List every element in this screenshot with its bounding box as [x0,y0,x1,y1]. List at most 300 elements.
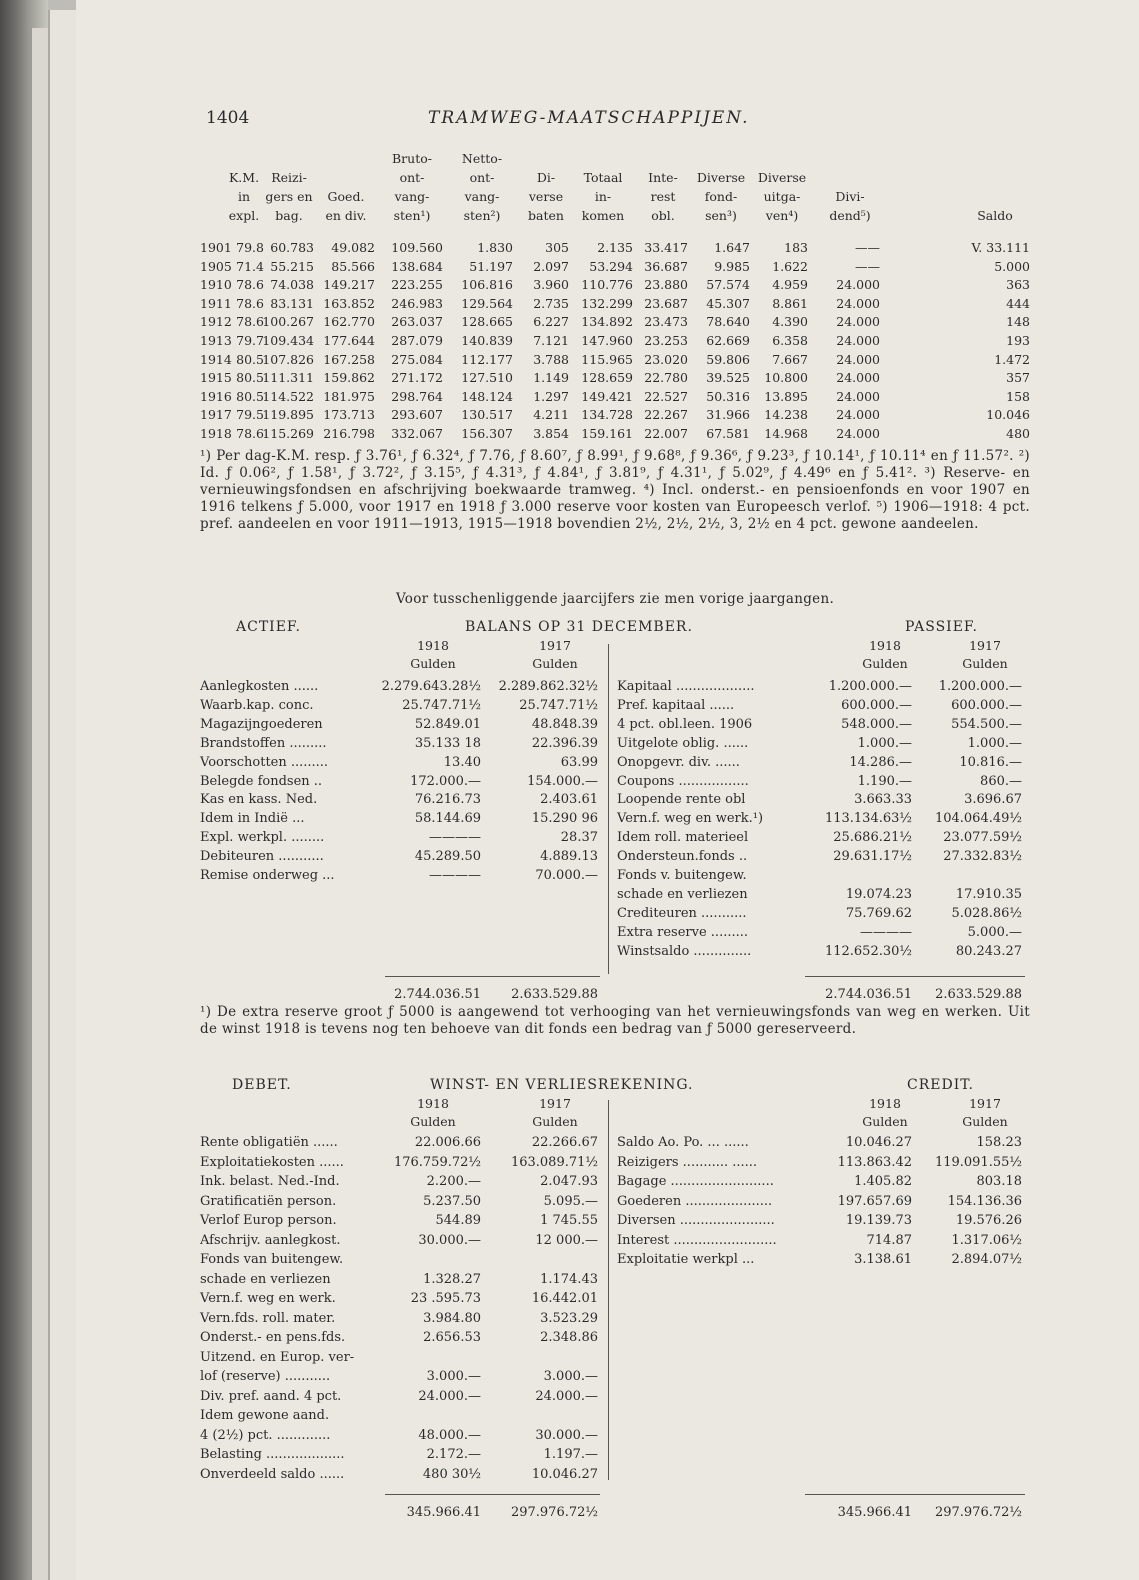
balance-left-value-a: 45.289.50 [414,849,481,865]
stats-value-cell: 23.020 [644,351,688,367]
pl-right-value-b: 158.23 [976,1135,1022,1150]
pl-right-label: Bagage ......................... [617,1174,774,1189]
pl-left-value-a: 22.006.66 [414,1135,481,1150]
balance-left-value-a: 25.747.71½ [402,697,481,713]
stats-value-cell: 159.862 [323,370,375,386]
stats-value-cell: 78.6 [236,295,264,311]
stats-value-cell: 148.124 [461,388,513,404]
pl-total-rule [385,1494,600,1495]
stats-header-cell: Netto- [461,151,503,166]
pl-right-value-a: 3.138.61 [854,1252,912,1267]
stats-value-cell: 80.5 [236,351,264,367]
pl-left-value-b: 3.523.29 [540,1310,598,1326]
pl-left-label: schade en verliezen [200,1271,331,1287]
stats-value-cell: 78.6 [236,314,264,330]
stats-value-cell: 147.960 [581,333,633,348]
balance-total-rule [805,976,1025,977]
page-edge [48,10,78,1580]
balance-left-value-a: 2.279.643.28½ [381,679,481,694]
balance-left-value-a: 52.849.01 [414,716,481,732]
pl-left-value-a: 24.000.— [418,1388,481,1404]
stats-year-cell: 1914 [200,351,232,367]
stats-value-cell: 100.267 [262,314,314,330]
stats-value-cell: 78.640 [706,314,750,330]
stats-value-cell: 287.079 [391,333,443,348]
stats-value-cell: 138.684 [391,258,443,274]
stats-value-cell: 24.000 [836,295,880,311]
pl-right-label: Saldo Ao. Po. ... ...... [617,1135,749,1150]
stats-value-cell: 480 [1006,426,1030,441]
stats-value-cell: 78.6 [236,277,264,293]
pl-year-header: 1918 [869,1096,901,1111]
stats-header-cell: Reizi- [271,170,307,185]
stats-header-cell: expl. [228,208,260,223]
balance-total-b: 2.633.529.88 [511,987,598,1002]
pl-left-value-b: 12 000.— [535,1232,598,1248]
balance-right-value-b: 1.200.000.— [938,679,1022,694]
stats-value-cell: 7.667 [772,351,808,367]
balance-right-label: Kapitaal ................... [617,679,755,694]
pl-left-value-a: 30.000.— [418,1232,481,1248]
stats-value-cell: 22.780 [644,370,688,386]
balance-right-label: Onopgevr. div. ...... [617,754,740,770]
stats-value-cell: 357 [1006,370,1030,386]
stats-value-cell: 49.082 [331,240,375,255]
balance-divider [608,644,609,974]
stats-header-cell: ven⁴) [765,208,799,223]
stats-year-cell: 1918 [200,426,232,441]
balance-unit-header: Gulden [410,656,456,671]
stats-value-cell: 128.665 [461,314,513,330]
pl-right-value-a: 714.87 [866,1232,912,1248]
pl-unit-header: Gulden [532,1114,578,1129]
stats-value-cell: 71.4 [236,258,264,274]
balance-right-value-a: 19.074.23 [845,886,912,902]
stats-value-cell: 22.527 [644,388,688,404]
stats-header-cell: Diverse [757,170,807,185]
credit-heading: CREDIT. [907,1077,974,1093]
balance-total-a: 2.744.036.51 [825,987,912,1002]
pl-right-label: Goederen ..................... [617,1193,773,1209]
stats-value-cell: 2.097 [533,258,569,274]
stats-value-cell: 3.788 [533,351,569,367]
stats-year-cell: 1911 [200,295,232,311]
stats-year-cell: 1917 [200,407,232,423]
balance-right-value-b: 554.500.— [951,716,1022,732]
stats-value-cell: 7.121 [533,333,569,348]
intermediate-years-note: Voor tusschenliggende jaarcijfers zie men vorige jaargangen. [395,591,835,607]
stats-value-cell: 8.861 [772,295,808,311]
stats-year-cell: 1916 [200,388,232,404]
stats-value-cell: 271.172 [391,370,443,386]
stats-value-cell: 216.798 [323,426,375,441]
pl-unit-header: Gulden [410,1114,456,1129]
pl-left-value-a: 23 .595.73 [410,1291,481,1306]
balance-right-value-a: 112.652.30½ [824,943,912,959]
stats-header-cell: in [237,189,251,204]
balance-left-value-a: 13.40 [443,754,481,770]
balance-right-value-b: 104.064.49½ [934,811,1022,827]
balance-unit-header: Gulden [532,656,578,671]
stats-value-cell: 24.000 [836,370,880,386]
stats-value-cell: 67.581 [706,426,750,441]
stats-value-cell: 3.960 [533,277,569,293]
balance-left-value-b: 22.396.39 [531,735,598,751]
pl-right-value-a: 113.863.42 [837,1154,912,1170]
balance-left-value-b: 4.889.13 [540,849,598,865]
balance-left-label: Belegde fondsen .. [200,773,323,789]
pl-right-value-b: 1.317.06½ [951,1232,1022,1248]
stats-header-cell: K.M. [228,170,260,185]
pl-left-label: Rente obligatiën ...... [200,1135,338,1150]
pl-right-value-b: 2.894.07½ [951,1252,1022,1267]
stats-value-cell: 24.000 [836,426,880,441]
pl-left-value-a: 48.000.— [418,1427,481,1443]
pl-left-label: Uitzend. en Europ. ver- [200,1349,355,1365]
stats-header-cell: ont- [399,170,425,185]
stats-value-cell: 130.517 [461,407,513,423]
stats-year-cell: 1910 [200,277,232,293]
pl-right-label: Exploitatie werkpl ... [617,1252,755,1267]
pl-left-value-a: 2.172.— [426,1447,481,1462]
stats-value-cell: 57.574 [706,277,750,293]
stats-value-cell: 23.473 [644,314,688,330]
stats-value-cell: 24.000 [836,351,880,367]
balance-right-value-a: 548.000.— [841,716,912,732]
stats-value-cell: 193 [1006,333,1030,348]
balance-footnote: ¹) De extra reserve groot ƒ 5000 is aangewend tot verhooging van het vernieuwingsfonds van weg en werken. Uit de winst 1918 is tevens nog ten behoeve van dit fonds een bedrag van ƒ 5000 gereserveerd. [200,1004,1030,1037]
pl-left-label: Div. pref. aand. 4 pct. [200,1388,342,1404]
stats-value-cell: 275.084 [391,351,443,367]
stats-value-cell: 363 [1006,277,1030,293]
balance-right-label: Winstsaldo .............. [617,943,752,959]
stats-value-cell: 110.776 [581,277,633,293]
stats-value-cell: 444 [1006,295,1030,311]
balance-left-value-a: 35.133 18 [414,735,481,751]
stats-value-cell: 80.5 [236,370,264,386]
stats-value-cell: 1.830 [477,240,513,255]
stats-value-cell: 10.800 [764,370,808,386]
stats-value-cell: 140.839 [461,333,513,348]
stats-value-cell: 5.000 [994,258,1030,274]
pl-left-value-a: 480 30½ [422,1466,481,1482]
stats-value-cell: 79.7 [236,333,264,348]
stats-value-cell: 83.131 [270,295,314,311]
stats-header-cell: ont- [469,170,495,185]
stats-value-cell: 45.307 [706,295,750,311]
stats-header-cell: Goed. [327,189,365,204]
stats-value-cell: 332.067 [391,426,443,441]
balance-right-value-a: 25.686.21½ [833,830,912,846]
pl-right-value-a: 10.046.27 [845,1135,912,1150]
balance-right-value-a: 75.769.62 [845,905,912,921]
stats-value-cell: 6.358 [772,333,808,348]
stats-header-cell: Bruto- [392,151,432,166]
stats-value-cell: 51.197 [469,258,513,274]
pl-left-value-a: 1.328.27 [423,1271,481,1287]
page-title: TRAMWEG-MAATSCHAPPIJEN. [428,108,750,128]
pl-left-value-a: 2.200.— [426,1174,481,1189]
pl-right-value-a: 19.139.73 [845,1213,912,1228]
pl-left-value-a: 3.984.80 [423,1310,481,1326]
stats-value-cell: 1.622 [772,258,808,274]
stats-value-cell: 2.735 [533,295,569,311]
balance-unit-header: Gulden [962,656,1008,671]
stats-year-cell: 1901 [200,240,232,255]
stats-value-cell: 24.000 [836,388,880,404]
balance-right-value-a: 113.134.63½ [824,811,912,827]
stats-header-cell: Inte- [648,170,678,185]
stats-value-cell: 106.816 [461,277,513,293]
page-number: 1404 [206,108,250,128]
pl-year-header: 1917 [539,1096,571,1111]
balance-left-value-b: 63.99 [560,754,598,770]
stats-value-cell: 78.6 [236,426,264,441]
stats-year-cell: 1905 [200,258,232,274]
stats-header-cell: Divi- [835,189,865,204]
balance-right-label: Idem roll. materieel [617,830,749,846]
stats-value-cell: 23.253 [644,333,688,348]
balance-left-value-a: 58.144.69 [414,811,481,827]
balance-left-label: Voorschotten ......... [200,754,329,770]
stats-header-cell: Di- [536,170,556,185]
stats-value-cell: 36.687 [644,258,688,274]
stats-header-cell: Totaal [583,170,623,185]
stats-value-cell: 24.000 [836,277,880,293]
balance-left-value-a: ———— [429,830,481,846]
pl-year-header: 1918 [417,1096,449,1111]
pl-total-a: 345.966.41 [406,1505,481,1520]
pl-left-label: Vern.f. weg en werk. [200,1291,336,1306]
stats-header-cell: dend⁵) [829,208,871,223]
balance-right-label: Extra reserve ......... [617,924,748,940]
balance-total-b: 2.633.529.88 [935,987,1022,1002]
balance-left-value-b: 15.290 96 [531,811,598,827]
stats-value-cell: 149.421 [581,388,633,404]
stats-value-cell: 4.211 [533,407,569,423]
pl-left-label: Onderst.- en pens.fds. [200,1330,346,1345]
stats-value-cell: 128.659 [581,370,633,386]
pl-title: WINST- EN VERLIESREKENING. [430,1077,694,1093]
actief-heading: ACTIEF. [236,619,301,635]
stats-value-cell: 181.975 [323,388,375,404]
stats-value-cell: 263.037 [391,314,443,330]
stats-value-cell: 134.892 [581,314,633,330]
pl-divider [608,1100,609,1480]
stats-value-cell: 24.000 [836,314,880,330]
stats-value-cell: 23.687 [644,295,688,311]
stats-header-cell: vang- [394,189,430,204]
balance-year-header: 1918 [417,638,449,653]
stats-value-cell: 23.880 [644,277,688,293]
stats-value-cell: 31.966 [706,407,750,423]
stats-value-cell: —— [855,240,880,255]
stats-header-cell: obl. [651,208,675,223]
pl-left-value-b: 3.000.— [543,1369,598,1384]
stats-value-cell: 183 [784,240,808,255]
stats-value-cell: 134.728 [581,407,633,423]
stats-year-cell: 1913 [200,333,232,348]
stats-value-cell: 39.525 [706,370,750,386]
pl-left-label: Vern.fds. roll. mater. [200,1310,336,1326]
pl-left-value-b: 2.348.86 [540,1330,598,1345]
stats-value-cell: 163.852 [323,295,375,311]
pl-right-label: Reizigers ........... ...... [617,1154,758,1170]
balance-right-value-a: 1.190.— [857,773,912,789]
balance-right-value-a: ———— [860,924,912,940]
pl-left-label: Ink. belast. Ned.-Ind. [200,1174,340,1189]
pl-left-value-a: 176.759.72½ [393,1154,481,1170]
balance-right-value-b: 80.243.27 [955,943,1022,959]
stats-value-cell: 298.764 [391,388,443,404]
balance-right-value-a: 1.000.— [857,735,912,751]
stats-value-cell: 74.038 [270,277,314,293]
balance-right-value-a: 29.631.17½ [833,849,912,865]
stats-header-cell: uitga- [763,189,801,204]
stats-header-cell: vang- [464,189,500,204]
pl-total-b: 297.976.72½ [934,1505,1022,1520]
stats-value-cell: 148 [1006,314,1030,330]
pl-left-value-b: 1.174.43 [540,1271,598,1287]
stats-value-cell: 14.238 [764,407,808,423]
balance-left-label: Aanlegkosten ...... [200,679,319,694]
balance-left-value-a: ———— [429,868,481,883]
stats-value-cell: 156.307 [461,426,513,441]
stats-value-cell: 149.217 [323,277,375,293]
stats-value-cell: 85.566 [331,258,375,274]
balance-right-value-a: 14.286.— [849,754,912,770]
stats-value-cell: 79.5 [236,407,264,423]
balance-right-label: Fonds v. buitengew. [617,868,747,883]
stats-value-cell: 109.560 [391,240,443,255]
balance-right-label: Loopende rente obl [617,792,746,808]
balance-right-value-a: 3.663.33 [854,792,912,808]
balance-right-value-b: 3.696.67 [964,792,1022,808]
stats-value-cell: 13.895 [764,388,808,404]
debet-heading: DEBET. [232,1077,292,1093]
balance-left-value-b: 28.37 [560,830,598,846]
balance-left-value-b: 2.289.862.32½ [498,679,598,694]
balance-right-label: Uitgelote oblig. ...... [617,735,749,751]
balance-left-label: Kas en kass. Ned. [200,792,318,808]
stats-value-cell: 10.046 [986,407,1030,423]
balance-right-label: 4 pct. obl.leen. 1906 [617,716,753,732]
stats-value-cell: 115.965 [581,351,633,367]
stats-header-cell: sen³) [705,208,737,223]
balance-right-value-b: 860.— [980,773,1022,789]
pl-left-label: 4 (2½) pct. ............. [200,1427,331,1443]
stats-header-cell: verse [528,189,564,204]
balance-right-label: Crediteuren ........... [617,905,747,921]
pl-total-rule [805,1494,1025,1495]
balance-right-value-a: 1.200.000.— [828,679,912,694]
balance-right-value-b: 5.000.— [967,924,1022,940]
stats-header-cell: in- [594,189,612,204]
pl-left-label: Exploitatiekosten ...... [200,1154,344,1170]
stats-value-cell: 107.826 [262,351,314,367]
pl-left-value-b: 2.047.93 [540,1174,598,1189]
pl-right-value-b: 154.136.36 [947,1193,1022,1209]
stats-value-cell: 6.227 [533,314,569,330]
pl-left-value-a: 5.237.50 [423,1193,481,1209]
stats-value-cell: 59.806 [706,351,750,367]
stats-value-cell: 60.783 [270,240,314,255]
pl-right-value-b: 803.18 [976,1174,1022,1189]
balance-left-value-b: 154.000.— [527,773,598,789]
balance-left-label: Idem in Indië ... [200,811,305,827]
stats-value-cell: 129.564 [461,295,513,311]
pl-left-value-b: 163.089.71½ [510,1154,598,1170]
stats-value-cell: 109.434 [262,333,314,348]
pl-left-label: Idem gewone aand. [200,1408,330,1423]
pl-left-label: Belasting ................... [200,1447,345,1462]
balance-right-label: Coupons ................. [617,773,749,789]
balance-left-value-b: 70.000.— [535,868,598,883]
pl-left-value-b: 30.000.— [535,1427,598,1443]
stats-value-cell: 305 [545,240,569,255]
stats-value-cell: 24.000 [836,333,880,348]
balance-left-label: Waarb.kap. conc. [200,697,314,713]
pl-total-a: 345.966.41 [837,1505,912,1520]
pl-left-label: Afschrijv. aanlegkost. [200,1232,341,1248]
pl-unit-header: Gulden [862,1114,908,1129]
stats-value-cell: 112.177 [461,351,513,367]
stats-value-cell: 119.895 [262,407,314,423]
balance-left-label: Debiteuren ........... [200,849,324,865]
balance-left-value-a: 172.000.— [410,773,481,789]
pl-left-value-a: 2.656.53 [423,1330,481,1345]
stats-value-cell: 158 [1006,388,1030,404]
stats-value-cell: 246.983 [391,295,443,311]
stats-header-cell: gers en [265,189,313,204]
stats-year-cell: 1915 [200,370,232,386]
stats-value-cell: 22.007 [644,426,688,441]
balance-right-value-b: 10.816.— [959,754,1022,770]
stats-value-cell: 1.472 [994,351,1030,367]
balance-right-value-b: 1.000.— [967,735,1022,751]
pl-left-value-b: 1 745.55 [540,1213,598,1228]
pl-left-label: Gratificatiën person. [200,1193,337,1209]
balance-year-header: 1917 [969,638,1001,653]
balance-title: BALANS OP 31 DECEMBER. [465,619,693,635]
balance-right-label: Ondersteun.fonds .. [617,849,748,865]
stats-header-cell: komen [581,208,625,223]
balance-unit-header: Gulden [862,656,908,671]
pl-left-value-a: 3.000.— [426,1369,481,1384]
stats-value-cell: —— [855,258,880,274]
pl-left-label: Verlof Europ person. [200,1213,337,1228]
stats-header-cell: Diverse [696,170,746,185]
pl-total-b: 297.976.72½ [510,1505,598,1520]
stats-header-cell: en div. [325,208,367,223]
stats-value-cell: 33.417 [644,240,688,255]
pl-right-value-b: 119.091.55½ [934,1154,1022,1170]
pl-left-label: Onverdeeld saldo ...... [200,1466,345,1482]
stats-value-cell: 162.770 [323,314,375,330]
balance-left-label: Remise onderweg ... [200,868,335,883]
stats-header-cell: sten¹) [393,208,431,223]
stats-value-cell: 24.000 [836,407,880,423]
balance-left-value-a: 76.216.73 [414,792,481,808]
stats-value-cell: 167.258 [323,351,375,367]
stats-value-cell: 115.269 [262,426,314,441]
stats-value-cell: 177.644 [323,333,375,348]
stats-value-cell: 159.161 [581,426,633,441]
balance-left-label: Expl. werkpl. ........ [200,830,325,846]
pl-left-value-b: 1.197.— [543,1447,598,1462]
balance-right-label: Vern.f. weg en werk.¹) [617,811,764,827]
stats-header-cell: baten [528,208,564,223]
